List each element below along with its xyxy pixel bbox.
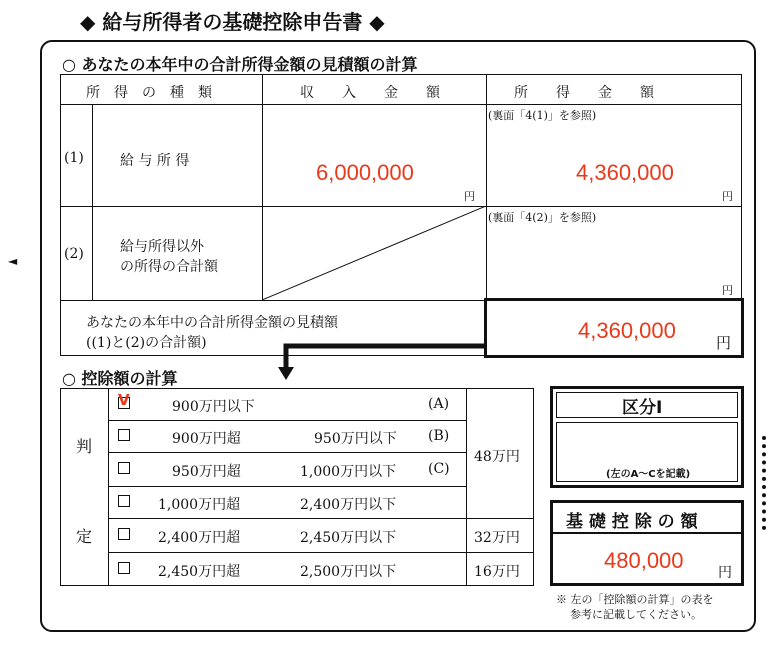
judge-label-1: 判 [76, 437, 93, 456]
deduction-row-a[interactable] [118, 391, 130, 412]
row2-label-line2: の所得の合計額 [120, 259, 218, 275]
row-b-from: 900万円超 [172, 431, 241, 447]
col-header-income: 所 得 金 額 [514, 85, 654, 101]
col-header-revenue: 収 入 金 額 [300, 85, 440, 101]
checkbox-e[interactable] [118, 528, 130, 540]
kubun-label: 区分Ⅰ [622, 398, 663, 418]
income-num-divider [92, 104, 93, 300]
row-b-code: (B) [428, 428, 450, 444]
row-a-from: 900万円以下 [172, 399, 255, 415]
total-label-line1: あなたの本年中の合計所得金額の見積額 [86, 315, 338, 331]
row2-label-line1: 給与所得以外 [120, 239, 204, 255]
flow-arrow-icon [278, 338, 490, 386]
kiso-divider [553, 532, 741, 534]
deduction-table [60, 388, 534, 586]
row-d-from: 1,000万円超 [158, 497, 241, 513]
kiso-label: 基 礎 控 除 の 額 [566, 512, 698, 532]
row-a-code: (A) [428, 396, 450, 412]
dotted-connector [762, 436, 766, 530]
total-label-line2: ((1)と(2)の合計額) [86, 335, 207, 351]
row1-label: 給 与 所 得 [120, 153, 190, 169]
row-f-to: 2,500万円以下 [300, 564, 397, 580]
row-c-to: 1,000万円以下 [300, 464, 397, 480]
row-line [108, 486, 466, 487]
check-mark-icon: V [118, 391, 130, 409]
judge-col-divider [108, 388, 109, 586]
form-title: ◆ 給与所得者の基礎控除申告書 ◆ [80, 10, 385, 34]
checkbox-b[interactable] [118, 429, 130, 441]
row1-income-yen: 円 [722, 190, 733, 203]
row-b-to: 950万円以下 [314, 431, 397, 447]
row-e-to: 2,450万円以下 [300, 530, 397, 546]
row1-number: (1) [64, 150, 84, 166]
amount-32: 32万円 [474, 530, 520, 546]
row-line [108, 552, 534, 553]
income-total-divider [60, 300, 486, 301]
row-f-from: 2,450万円超 [158, 564, 241, 580]
row-line [108, 518, 534, 519]
amount-col-divider [466, 388, 467, 586]
row-line [108, 420, 466, 421]
deduction-section-heading: ○ 控除額の計算 [62, 369, 178, 388]
row1-note: (裏面「4(1)」を参照) [488, 109, 597, 122]
row-e-from: 2,400万円超 [158, 530, 241, 546]
row-c-code: (C) [428, 461, 450, 477]
row2-income-yen: 円 [722, 284, 733, 297]
col-header-type: 所 得 の 種 類 [86, 85, 212, 101]
checkbox-f[interactable] [118, 562, 130, 574]
row1-income-value[interactable]: 4,360,000 [576, 160, 674, 185]
row2-income-field[interactable] [487, 224, 741, 278]
kiso-yen: 円 [718, 565, 732, 581]
judge-label-2: 定 [76, 527, 93, 546]
checkbox-c[interactable] [118, 462, 130, 474]
row1-revenue-yen: 円 [464, 190, 475, 203]
footnote-line1: ※ 左の「控除額の計算」の表を [556, 593, 714, 606]
row2-note: (裏面「4(2)」を参照) [488, 211, 597, 224]
row-line [108, 452, 466, 453]
income-section-heading: ○ あなたの本年中の合計所得金額の見積額の計算 [62, 55, 418, 74]
amount-48: 48万円 [474, 449, 520, 465]
total-value: 4,360,000 [578, 318, 676, 343]
income-header-divider [60, 104, 742, 105]
total-yen: 円 [716, 334, 732, 352]
kiso-value[interactable]: 480,000 [604, 548, 684, 573]
row-c-from: 950万円超 [172, 464, 241, 480]
kubun-note: (左のA～Cを記載) [606, 469, 691, 480]
amount-16: 16万円 [474, 564, 520, 580]
row-d-to: 2,400万円以下 [300, 497, 397, 513]
left-arrow-icon: ◄ [8, 254, 18, 268]
footnote-line2: 参考に記載してください。 [570, 608, 702, 621]
row2-revenue-diagonal [262, 206, 486, 300]
row2-number: (2) [64, 246, 84, 262]
checkbox-a[interactable] [118, 391, 130, 409]
row1-revenue-value[interactable]: 6,000,000 [316, 160, 414, 185]
checkbox-d[interactable] [118, 495, 130, 507]
